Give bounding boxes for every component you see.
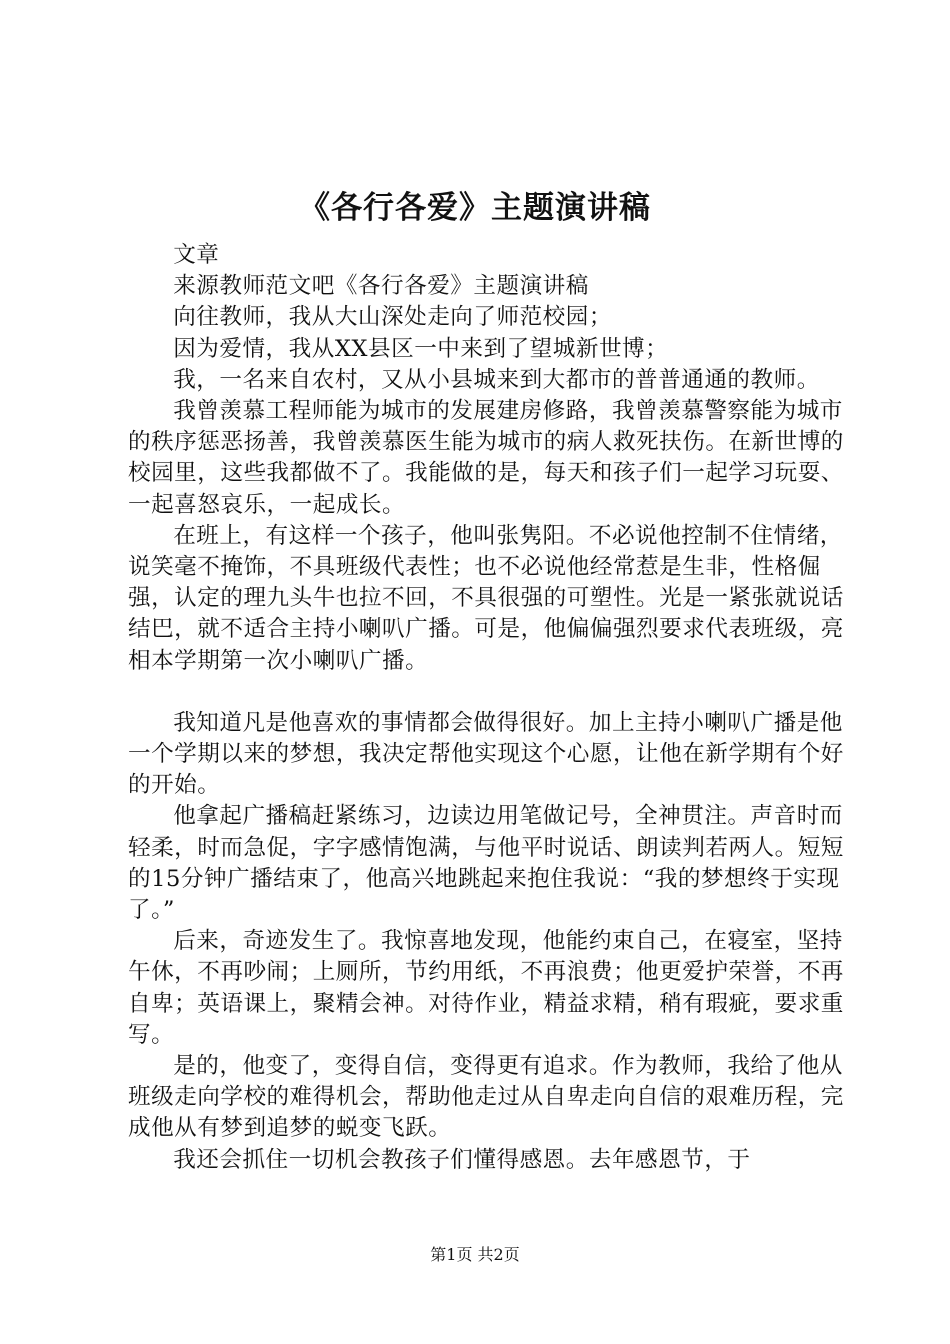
- paragraph: 因为爱情，我从XX县区一中来到了望城新世博；: [173, 335, 669, 362]
- page-footer: 第1页 共2页: [430, 1245, 520, 1264]
- paragraph: 我知道凡是他喜欢的事情都会做得很好。加上主持小喇叭广播是他一个学期以来的梦想，我决定帮他实现这个心愿，让他在新学期有个好的开始。: [128, 709, 844, 799]
- paragraph: 他拿起广播稿赶紧练习，边读边用笔做记号，全神贯注。声音时而轻柔，时而急促，字字感情饱满，与他平时说话、朗读判若两人。短短的15分钟广播结束了，他高兴地跳起来抱住我说：“我的梦想终于实现了。”: [128, 803, 844, 924]
- paragraph: 向往教师，我从大山深处走向了师范校园；: [173, 304, 612, 331]
- paragraph: 来源教师范文吧《各行各爱》主题演讲稿: [173, 273, 589, 300]
- paragraph: 在班上，有这样一个孩子，他叫张隽阳。不必说他控制不住情绪，说笑毫不掩饰，不具班级代表性；也不必说他经常惹是生非，性格倔强，认定的理九头牛也拉不回，不具很强的可塑性。光是一紧张就说话结巴，就不适合主持小喇叭广播。可是，他偏偏强烈要求代表班级，亮相本学期第一次小喇叭广播。: [128, 522, 844, 674]
- paragraph: 后来，奇迹发生了。我惊喜地发现，他能约束自己，在寝室，坚持午休，不再吵闹；上厕所，节约用纸，不再浪费；他更爱护荣誉，不再自卑；英语课上，聚精会神。对待作业，精益求精，稍有瑕疵，要求重写。: [128, 928, 844, 1048]
- paragraph: 文章: [173, 242, 220, 268]
- paragraph: 我，一名来自农村，又从小县城来到大都市的普普通通的教师。: [173, 366, 820, 393]
- document-body: [128, 240, 853, 1176]
- paragraph: 我曾羡慕工程师能为城市的发展建房修路，我曾羡慕警察能为城市的秩序惩恶扬善，我曾羡慕医生能为城市的病人救死扶伤。在新世博的校园里，这些我都做不了。我能做的是，每天和孩子们一起学习玩耍、一起喜怒哀乐，一起成长。: [128, 398, 844, 518]
- paragraph: 我还会抓住一切机会教孩子们懂得感恩。去年感恩节，于: [173, 1146, 751, 1173]
- document-title: 《各行各爱》主题演讲稿: [299, 190, 651, 226]
- paragraph: 是的，他变了，变得自信，变得更有追求。作为教师，我给了他从班级走向学校的难得机会，帮助他走过从自卑走向自信的艰难历程，完成他从有梦到追梦的蜕变飞跃。: [128, 1053, 844, 1142]
